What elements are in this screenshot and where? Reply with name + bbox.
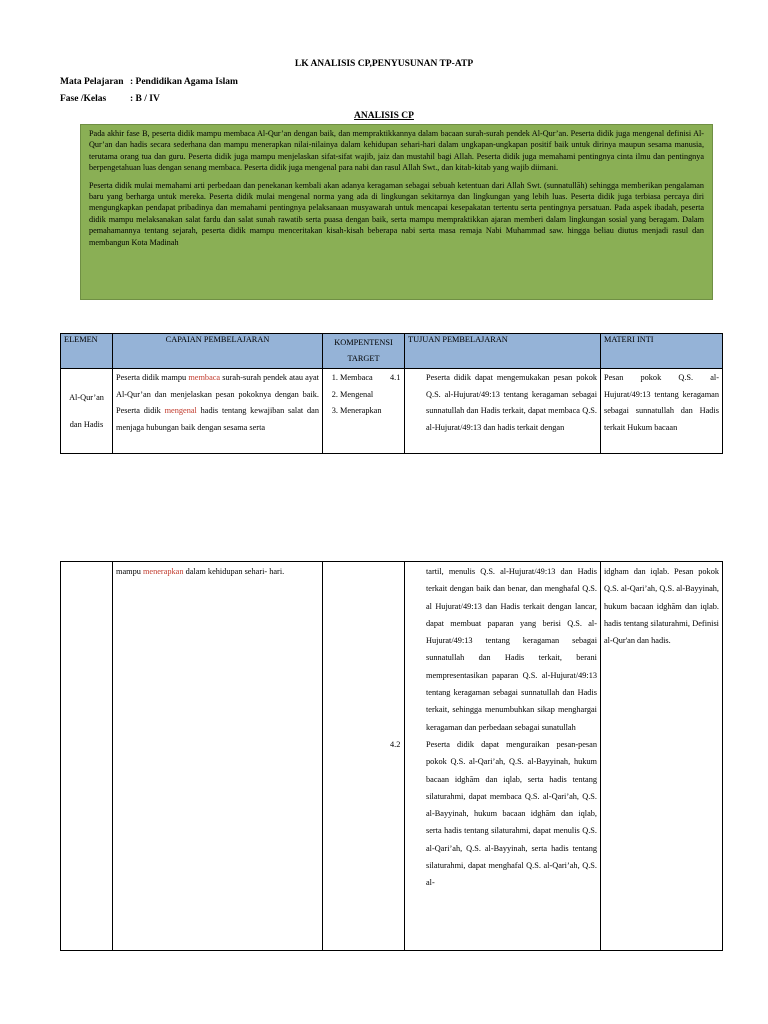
elemen-cell-empty (61, 562, 113, 951)
cp-description-box (80, 124, 713, 300)
tp-number: 4.2 (390, 739, 401, 749)
header-kompetensi: KOMPENTENSI TARGET (323, 334, 405, 369)
header-materi: MATERI INTI (601, 334, 723, 369)
header-elemen: ELEMEN (61, 334, 113, 369)
capaian-cell (113, 562, 323, 951)
table-row (61, 369, 723, 454)
analysis-table-part2 (60, 561, 723, 951)
materi-cell (601, 562, 723, 951)
tp-text: Peserta didik dapat menguraikan pesan-pesan pokok Q.S. al-Qari’ah, Q.S. al-Bayyinah, hukum bacaan idghām dan iqlab, serta hadis tentang silaturahmi, dapat membaca Q.S. al-Qari’ah, Q.S. al-Bayyinah, hukum bacaan idghām dan iqlab, serta hadis tentang silaturahmi, dapat menulis Q.S. al-Qari’ah, Q.S. al-Bayyinah, serta hadis tentang silaturahmi, dapat menghafal Q.S. al-Qari’ah, Q.S. al- (426, 739, 597, 888)
elemen-cell: Al-Qur’an dan Hadis (61, 369, 113, 454)
keyword-menerapkan: menerapkan (142, 567, 184, 576)
capaian-text: surah-surah pendek atau ayat Al-Qur’an dan menjelaskan pesan pokoknya dengan baik. Peserta didik (116, 373, 319, 416)
tp-number: 4.1 (390, 373, 401, 382)
kompetensi-item: 2. Mengenal (340, 387, 401, 404)
tujuan-cell (390, 562, 601, 951)
materi-text: idgham dan iqlab. Pesan pokok Q.S. al-Qari’ah, Q.S. al-Bayyinah, hukum bacaan idghām dan iqlab. hadis tentang silaturahmi, Definisi al-Qur'an dan hadis. (604, 567, 719, 646)
kompetensi-cell-empty (323, 562, 405, 951)
document-title: LK ANALISIS CP,PENYUSUNAN TP-ATP (294, 59, 474, 69)
subject-value: : Pendidikan Agama Islam (130, 77, 238, 87)
cp-paragraph-1: Pada akhir fase B, peserta didik mampu membaca Al-Qur’an dengan baik, dan mempraktikkannya dalam bacaan surah-surah pendek Al-Qur’an. Peserta didik juga mengenal definisi Al-Qur’an dan hadis secara sederhana dan mampu menerapkan nilai-nilainya dalam kehidupan sehari-hari dalam ungkapan-ungkapan positif baik untuk dirinya maupun sesama manusia, terutama orang tua dan guru. Peserta didik juga mampu menjelaskan sifat-sifat wajib, jaiz dan mustahil bagi Allah. Peserta didik juga memahami pentingnya cinta ilmu dan pentingnya berpengetahuan luas dengan senang membaca. Peserta didik juga mengenal para nabi dan rasul Allah Swt., dan kitab-kitab yang wajib diimani. (89, 129, 704, 173)
phase-value: : B / IV (130, 94, 160, 104)
capaian-text: hadis tentang kewajiban salat dan menjaga hubungan baik dengan sesama serta (116, 406, 319, 432)
materi-cell (601, 369, 723, 454)
phase-line (60, 94, 160, 104)
kompetensi-item: 3. Menerapkan (340, 403, 401, 420)
capaian-text: mampu (116, 567, 143, 576)
tp-text: Peserta didik dapat mengemukakan pesan pokok Q.S. al-Hujurat/49:13 tentang keragaman sebagai sunnatullah dan Hadis terkait, dapat membaca Q.S. al-Hujurat/49:13 dan hadis terkait dengan (426, 373, 597, 432)
phase-label: Fase /Kelas (60, 94, 107, 104)
header-tujuan: TUJUAN PEMBELAJARAN (405, 334, 601, 369)
cp-paragraph-2: Peserta didik mulai memahami arti perbedaan dan penekanan kembali akan adanya keragaman sebagai sebuah ketentuan dari Allah Swt. (sunnatullāh) sehingga memberikan pengalaman baru yang berharga untuk mereka. Peserta didik mulai mengenal norma yang ada di lingkungan sekitarnya dan lingkungan yang lebih luas. Peserta didik juga terbiasa percaya diri mengungkapkan pendapat pribadinya dan memahami pentingnya pelaksanaan musyawarah untuk mencapai kesepakatan tertentu serta pentingnya persatuan. Pada aspek ibadah, peserta didik mampu melaksanakan salat fardu dan salat sunah rawatib serta puasa dengan baik, serta mampu mempraktikkan ajaran memberi dalam lingkungan sosial yang beragam. Dalam pemahamannya tentang sejarah, peserta didik mampu menceritakan kisah-kisah beberapa nabi serta masa remaja Nabi Muhammad saw. hingga beliau diutus menjadi rasul dan membangun Kota Madinah (89, 180, 704, 247)
materi-text: Pesan pokok Q.S. al-Hujurat/49:13 tentang keragaman sebagai sunnatullah dan Hadis terkait Hukum bacaan (604, 373, 719, 432)
table-header-row (61, 334, 723, 369)
header-capaian: CAPAIAN PEMBELAJARAN (113, 334, 323, 369)
analysis-table-part1 (60, 333, 723, 454)
table-row (61, 562, 723, 951)
capaian-cell (113, 369, 323, 454)
kompetensi-item: 1. Membaca (340, 370, 401, 387)
subject-label: Mata Pelajaran (60, 77, 124, 87)
subject-line (60, 77, 238, 87)
capaian-text: dalam kehidupan sehari- hari. (183, 567, 285, 576)
capaian-text: Peserta didik mampu (116, 373, 189, 382)
tp-text: tartil, menulis Q.S. al-Hujurat/49:13 dan Hadis terkait dengan baik dan benar, dan menghafal Q.S. al Hujurat/49:13 dan Hadis terkait dengan lancar, dapat membuat paparan yang berisi Q.S. al-Hujurat/49:13 tentang keragaman sebagai sunnatullah dan Hadis terkait, berani mempresentasikan paparan Q.S. al-Hujurat/49:13 tentang keragaman sebagai sunnatullah dan Hadis terkait, sehingga menumbuhkan sikap menghargai keragaman dan perbedaan sebagai sunatullah (426, 567, 597, 732)
tujuan-cell (390, 369, 601, 454)
keyword-mengenal: mengenal (164, 406, 197, 416)
section-title: ANALISIS CP (354, 111, 414, 121)
keyword-membaca: membaca (188, 373, 221, 382)
